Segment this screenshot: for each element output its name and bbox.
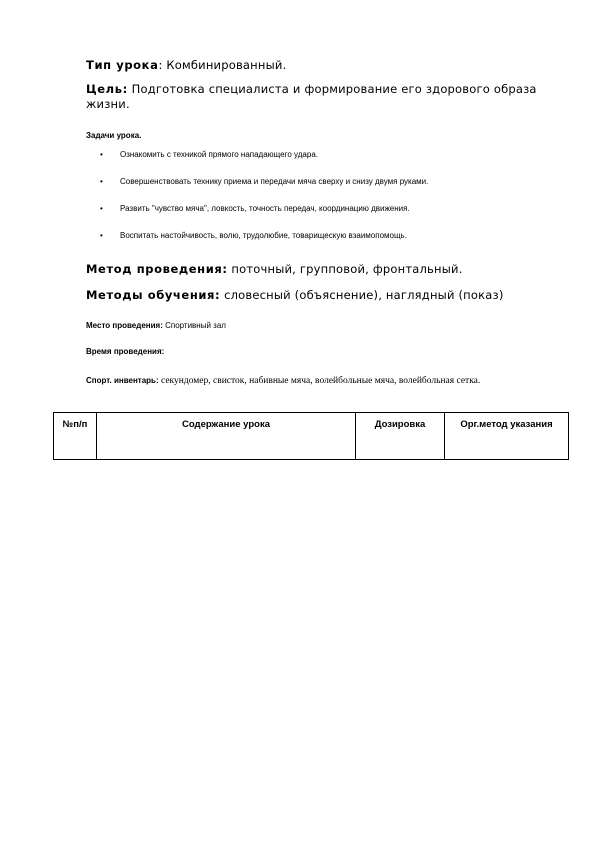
bullet-icon: • bbox=[100, 150, 103, 159]
method-conduct-value: поточный, групповой, фронтальный. bbox=[227, 262, 463, 276]
list-item bbox=[100, 150, 428, 177]
place-line bbox=[86, 321, 226, 331]
bullet-icon: • bbox=[100, 204, 103, 213]
place-value: Спортивный зал bbox=[162, 321, 226, 330]
lesson-type-value: : Комбинированный. bbox=[158, 58, 287, 72]
time-line bbox=[86, 347, 164, 357]
goal-line bbox=[86, 82, 556, 112]
bullet-icon: • bbox=[100, 231, 103, 240]
task-text: Воспитать настойчивость, волю, трудолюбие, товарищескую взаимопомощь. bbox=[120, 231, 407, 240]
task-text: Ознакомить с техникой прямого нападающего удара. bbox=[120, 150, 318, 159]
lesson-type-line bbox=[86, 58, 286, 73]
place-label: Место проведения: bbox=[86, 321, 163, 330]
column-header-dosage: Дозировка bbox=[356, 413, 445, 460]
method-conduct-line bbox=[86, 262, 463, 277]
lesson-type-label: Тип урока bbox=[86, 58, 159, 72]
methods-teaching-value: словесный (объяснение), наглядный (показ) bbox=[220, 288, 504, 302]
task-text: Совершенствовать технику приема и передачи мяча сверху и снизу двумя руками. bbox=[120, 177, 429, 186]
task-text: Развить "чувство мяча", ловкость, точность передач, координацию движения. bbox=[120, 204, 410, 213]
list-item bbox=[100, 177, 428, 204]
tasks-list bbox=[100, 150, 428, 258]
goal-value: Подготовка специалиста и формирование его здорового образа жизни. bbox=[86, 82, 537, 111]
table-header-row bbox=[54, 413, 569, 460]
method-conduct-label: Метод проведения: bbox=[86, 262, 228, 276]
lesson-plan-table bbox=[53, 412, 569, 460]
list-item bbox=[100, 231, 428, 258]
equipment-value: секундомер, свисток, набивные мяча, волейбольные мяча, волейбольная сетка. bbox=[158, 376, 481, 386]
equipment-label: Спорт. инвентарь: bbox=[86, 376, 159, 385]
list-item bbox=[100, 204, 428, 231]
methods-teaching-label: Методы обучения: bbox=[86, 288, 221, 302]
tasks-heading-text: Задачи урока. bbox=[86, 131, 142, 140]
tasks-heading bbox=[86, 131, 141, 141]
time-label: Время проведения: bbox=[86, 347, 165, 356]
column-header-number: №п/п bbox=[54, 413, 97, 460]
goal-label: Цель: bbox=[86, 82, 128, 96]
column-header-org-method: Орг.метод указания bbox=[445, 413, 569, 460]
equipment-line bbox=[86, 375, 556, 387]
methods-teaching-line bbox=[86, 288, 504, 303]
column-header-content: Содержание урока bbox=[97, 413, 356, 460]
bullet-icon: • bbox=[100, 177, 103, 186]
